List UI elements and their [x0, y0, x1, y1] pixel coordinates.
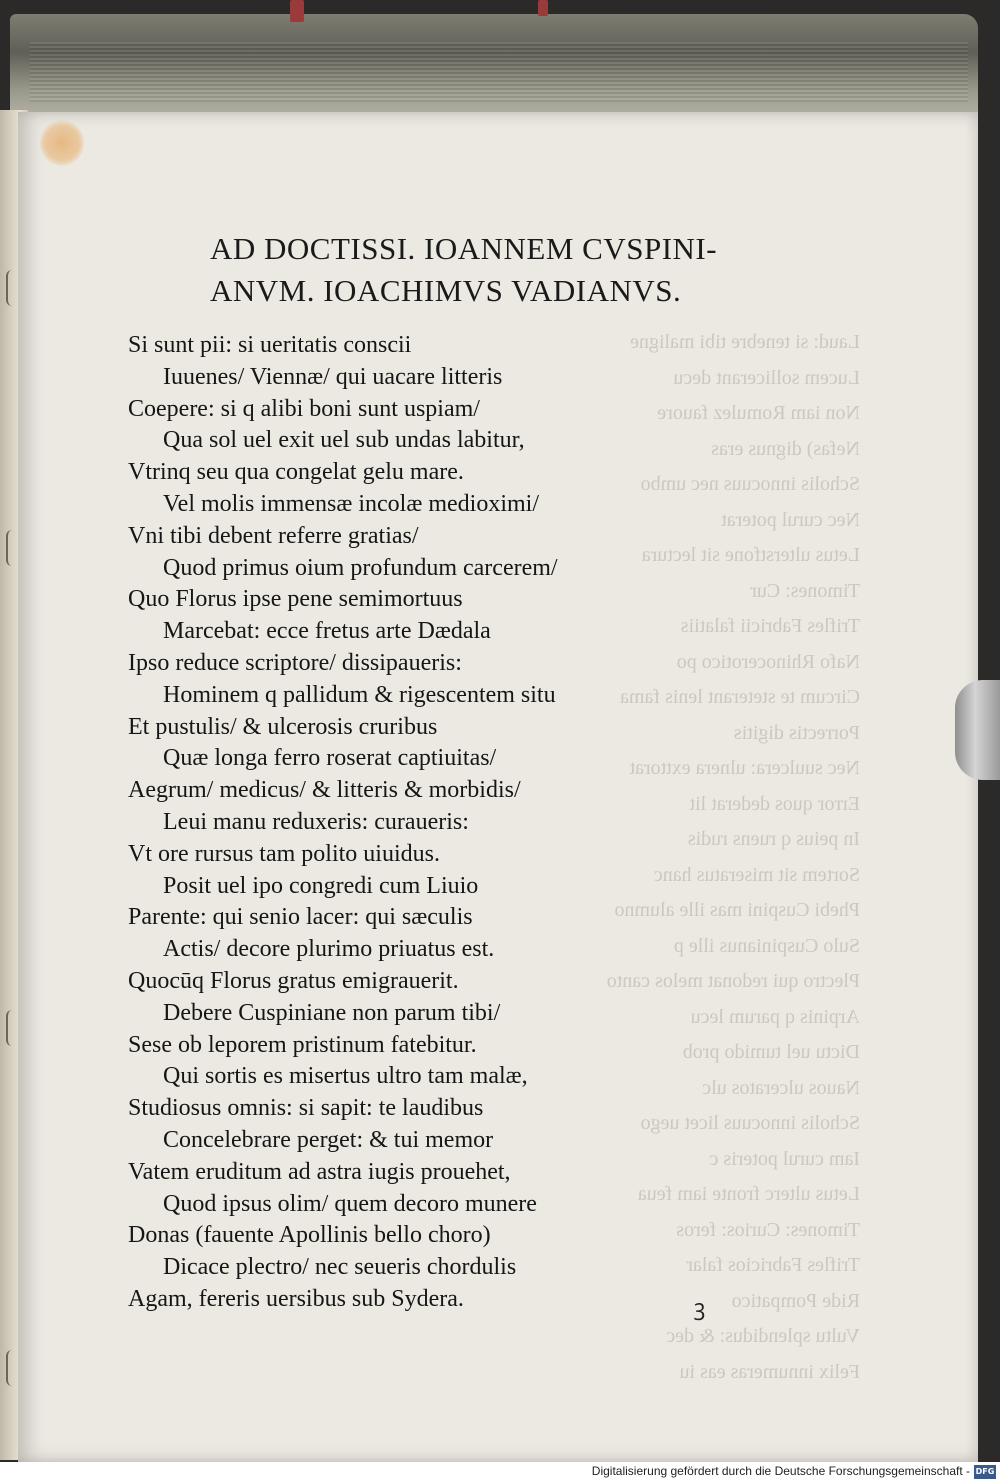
bleed-through-line: Plectro qui redonat melos canto — [606, 970, 860, 992]
bookmark-ribbon — [538, 0, 548, 16]
poem-line: Sese ob leporem pristinum fatebitur. — [128, 1031, 477, 1058]
bleed-through-line: Arpinis q parum lecu — [690, 1005, 860, 1028]
page-edges — [10, 14, 978, 124]
page-title — [210, 228, 770, 312]
bleed-through-line: Nafo Rhinocerotico po — [676, 650, 860, 673]
bleed-through-line: Circum te steterant lenis fama — [620, 686, 860, 708]
poem-line: Vtrinq seu qua congelat gelu mare. — [128, 459, 464, 486]
bleed-through-line: In peius q ruens rudis — [687, 828, 860, 850]
bleed-through-line: Sortem sit miseratus hanc — [653, 863, 860, 886]
bleed-through-line: Phebi Cuspini mas ille alumno — [614, 899, 860, 921]
bleed-through-line: Nefas) dignus eras — [711, 437, 860, 460]
poem-line: Concelebrare perget: & tui memor — [163, 1126, 494, 1153]
bleed-through-line: Nec suulcera: ulnera exttorat — [629, 757, 860, 779]
signature-mark: ꝫ — [694, 1296, 706, 1321]
poem-line: Quod primus oium profundum carcerem/ — [163, 554, 558, 581]
bleed-through-line: Letus ulterc fronte iam feua — [637, 1183, 860, 1205]
poem-line: Quæ longa ferro roserat captiuitas/ — [163, 745, 497, 772]
poem-line: Ipso reduce scriptore/ dissipaueris: — [128, 649, 462, 676]
binding-thread — [6, 1350, 18, 1386]
poem-line: Donas (fauente Apollinis bello choro) — [128, 1222, 491, 1249]
page-clip — [955, 680, 1000, 780]
poem-line: Leui manu reduxeris: curaueris: — [163, 808, 469, 835]
poem-line: Quocūq Florus gratus emigrauerit. — [128, 967, 459, 994]
poem-line: Quo Florus ipse pene semimortuus — [128, 586, 463, 613]
poem-line: Vt ore rursus tam polito uiuidus. — [128, 840, 440, 867]
bleed-through-line: Letus ulterstfone sit lectura — [641, 544, 860, 566]
poem-line: Qua sol uel exit uel sub undas labitur, — [163, 427, 525, 454]
poem-line: Coepere: si q alibi boni sunt uspiam/ — [128, 395, 480, 422]
poem-line: Vel molis immensæ incolæ medioximi/ — [163, 490, 539, 517]
bleed-through-line: Scholis innocuus licet uego — [640, 1112, 860, 1134]
binding-thread — [6, 270, 18, 306]
dfg-logo: DFG — [974, 1465, 996, 1479]
binding-thread — [6, 1010, 18, 1046]
bleed-through-line: Error quos dederat lit — [689, 792, 860, 815]
bleed-through-line: Scholis innocuus nec umbo — [640, 473, 860, 495]
poem-line: Iuuenes/ Viennæ/ qui uacare litteris — [163, 363, 503, 390]
bleed-through-line: Laud: si tenebre tibi maligne — [630, 331, 860, 353]
bleed-through-line: Porrectis digitis — [733, 721, 860, 744]
poem-line: Quod ipsus olim/ quem decoro munere — [163, 1190, 537, 1217]
poem-line: Dicace plectro/ nec seueris chordulis — [163, 1254, 517, 1281]
poem-line: Posit uel ipo congredi cum Liuio — [163, 872, 479, 899]
footer-bar — [0, 1462, 1000, 1483]
poem-line: Agam, fereris uersibus sub Sydera. — [128, 1285, 464, 1312]
bleed-through-line: Nauos ulceratos ulc — [702, 1076, 860, 1099]
poem-line: Marcebat: ecce fretus arte Dædala — [163, 618, 491, 645]
poem-line: Vatem eruditum ad astra iugis prouehet, — [128, 1158, 511, 1185]
bleed-through-line: Non iam Romulez fauore — [657, 402, 860, 424]
bleed-through-line: Timones: Curios: feros — [676, 1218, 860, 1241]
binding-thread — [6, 530, 18, 566]
bleed-through-line: Iam curul poteris c — [709, 1147, 860, 1170]
poem-body — [128, 330, 688, 1316]
title-line: ANVM. IOACHIMVS VADIANVS. — [210, 273, 682, 308]
bleed-through-line: Felix innumeras eas iu — [679, 1360, 860, 1383]
bleed-through-line: Trifles Fabricii falatiis — [680, 615, 860, 637]
bleed-through-line: Dictu uel tumido prob — [682, 1041, 860, 1063]
bleed-through-line: Timones: Cur — [750, 579, 860, 602]
bleed-through-line: Sulo Cuspinianus ille p — [673, 934, 860, 957]
poem-line: Studiosus omnis: si sapit: te laudibus — [128, 1095, 484, 1122]
poem-line: Et pustulis/ & ulcerosis cruribus — [128, 713, 438, 740]
poem-line: Parente: qui senio lacer: qui sæculis — [128, 904, 473, 931]
title-line: AD DOCTISSI. IOANNEM CVSPINI- — [210, 231, 718, 266]
poem-line: Qui sortis es misertus ultro tam malæ, — [163, 1063, 528, 1090]
bleed-through-line: Ride Pompatico — [731, 1289, 860, 1312]
poem-line: Vni tibi debent referre gratias/ — [128, 522, 419, 549]
poem-line: Aegrum/ medicus/ & litteris & morbidis/ — [128, 777, 521, 804]
poem-line: Si sunt pii: si ueritatis conscii — [128, 332, 412, 358]
bookmark-ribbon — [290, 0, 304, 22]
bleed-through-line: Vultu splendidus: & dec — [666, 1325, 860, 1347]
bleed-through-line: Trifles Fabricios falar — [686, 1254, 860, 1276]
bleed-through-line: Nec curul poterat — [721, 508, 860, 531]
poem-line: Actis/ decore plurimo priuatus est. — [163, 936, 495, 963]
paper-stain — [40, 120, 84, 166]
funding-credit: Digitalisierung gefördert durch die Deutsche Forschungsgemeinschaft - — [591, 1464, 970, 1478]
poem-line: Debere Cuspiniane non parum tibi/ — [163, 999, 501, 1026]
bleed-through-line: Lucem sollicerant decu — [673, 366, 860, 389]
poem-line: Hominem q pallidum & rigescentem situ — [163, 681, 556, 708]
